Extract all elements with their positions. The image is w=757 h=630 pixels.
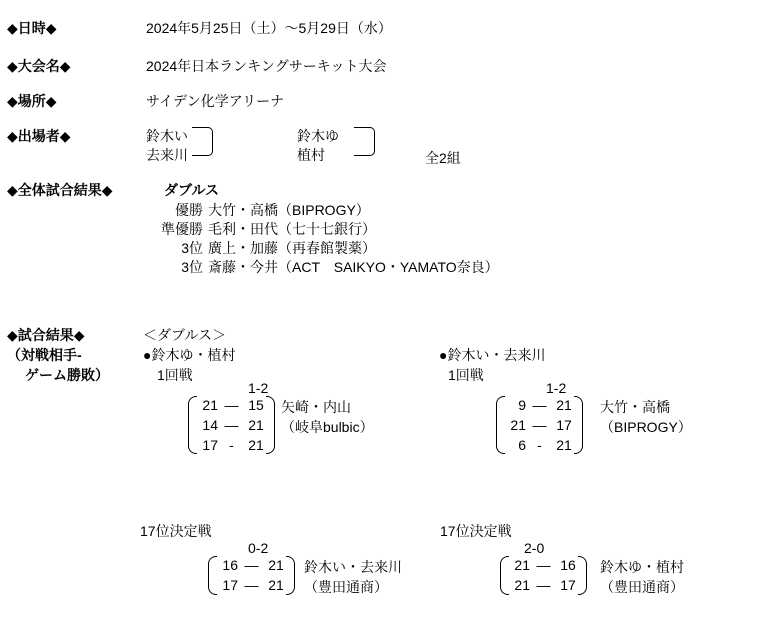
score-dash: - [229,437,234,453]
rank-team: 大竹・高橋（BIPROGY） [208,202,370,218]
opponent-name: 大竹・高橋 [600,399,670,415]
score-rows [197,395,267,455]
opponent-caption [600,397,692,437]
pair2-player2: 植村 [297,147,325,163]
score-row [197,435,267,455]
score-row [197,395,267,415]
opponent-name: 鈴木ゆ・植村 [600,559,684,575]
opponent-club: （豊田通商） [304,579,388,595]
score-dash: ― [224,417,239,433]
score-paren-left [188,396,197,454]
opponent-name: 矢崎・内山 [281,399,351,415]
opponent-caption [304,557,402,597]
score-row [509,555,579,575]
score-dash: ― [244,577,259,593]
opponent-name: 鈴木い・去来川 [304,559,402,575]
score-rows [217,555,287,595]
date-label: ◆日時◆ [7,20,57,36]
score-dash: - [537,437,542,453]
score-row [505,415,575,435]
score-paren-left [208,556,217,595]
score-right: 17 [560,577,576,593]
rank-label: 3位 [181,259,203,275]
venue-value: サイデン化学アリーナ [146,93,285,109]
column2-round2-label: 17位決定戦 [440,523,512,539]
score-dash: ― [532,417,547,433]
rank-team: 廣上・加藤（再春館製薬） [208,240,376,256]
overall-category: ダブルス [164,182,220,198]
column2-round1-label: 1回戦 [448,367,484,383]
score-rows [505,395,575,455]
score-row [217,575,287,595]
score-paren-left [500,556,509,595]
opponent-club: （豊田通商） [600,579,684,595]
opponent-club: （岐阜bulbic） [281,419,374,435]
participants-label: ◆出場者◆ [7,128,71,144]
column1-pair-name: ●鈴木ゆ・植村 [143,347,236,363]
score-dash: ― [224,397,239,413]
rank-label: 3位 [181,240,203,256]
score-row [509,575,579,595]
total-pairs: 全2組 [425,150,461,166]
column2-pair-name: ●鈴木い・去来川 [439,347,546,363]
score-paren-right [286,556,295,595]
event-name-label: ◆大会名◆ [7,58,71,74]
venue-label: ◆場所◆ [7,93,57,109]
opponent-caption [281,397,374,437]
score-left: 17 [202,437,218,453]
rank-label: 優勝 [175,202,203,218]
score-dash: ― [532,397,547,413]
score-paren-right [578,556,587,595]
score-right: 21 [268,577,284,593]
rank-team: 毛利・田代（七十七銀行） [208,221,376,237]
score-row [505,395,575,415]
match-results-note-line2: ゲーム勝敗） [25,367,109,383]
score-right: 21 [556,397,572,413]
score-left: 16 [222,557,238,573]
score-right: 21 [556,437,572,453]
rank-team: 斎藤・今井（ACT SAIKYO・YAMATO奈良） [208,259,499,275]
pair2-bracket [354,127,375,156]
score-right: 21 [268,557,284,573]
score-right: 21 [248,437,264,453]
score-dash: ― [536,557,551,573]
games-score: 1-2 [248,380,269,396]
column1-round1-label: 1回戦 [157,367,193,383]
score-right: 16 [560,557,576,573]
score-paren-right [266,396,275,454]
score-right: 15 [248,397,264,413]
score-paren-left [496,396,505,454]
match-results-category: ＜ダブルス＞ [143,327,227,343]
score-left: 21 [202,397,218,413]
score-dash: ― [244,557,259,573]
games-score: 2-0 [524,540,545,556]
score-row [217,555,287,575]
column1-round2-label: 17位決定戦 [140,523,212,539]
rank-label: 準優勝 [161,221,203,237]
pair1-player2: 去来川 [146,147,188,163]
score-left: 21 [510,417,526,433]
opponent-club: （BIPROGY） [600,419,692,435]
score-row [197,415,267,435]
pair2-player1: 鈴木ゆ [297,128,339,144]
event-name-value: 2024年日本ランキングサーキット大会 [146,58,387,74]
score-row [505,435,575,455]
overall-results-label: ◆全体試合結果◆ [7,182,113,198]
opponent-caption [600,557,684,597]
score-rows [509,555,579,595]
score-right: 17 [556,417,572,433]
score-left: 21 [514,577,530,593]
score-left: 14 [202,417,218,433]
pair1-player1: 鈴木い [146,128,188,144]
score-left: 21 [514,557,530,573]
games-score: 0-2 [248,540,269,556]
score-paren-right [574,396,583,454]
score-dash: ― [536,577,551,593]
pair1-bracket [192,127,213,156]
games-score: 1-2 [546,380,567,396]
score-left: 9 [518,397,526,413]
score-left: 6 [518,437,526,453]
date-value: 2024年5月25日（土）～5月29日（水） [146,20,392,36]
match-results-label: ◆試合結果◆ [7,327,85,343]
score-right: 21 [248,417,264,433]
match-results-note-line1: （対戦相手- [7,347,82,363]
score-left: 17 [222,577,238,593]
